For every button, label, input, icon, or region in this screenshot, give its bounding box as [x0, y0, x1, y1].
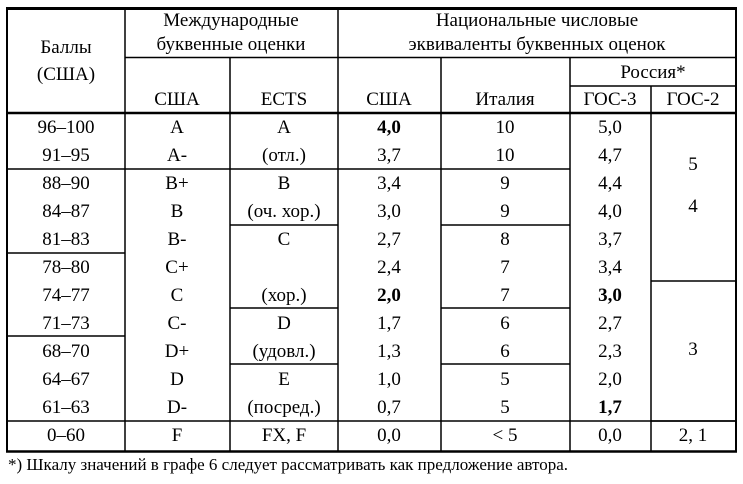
gos3-cell: 3,0: [598, 285, 622, 306]
italy-cell: 5: [500, 369, 510, 390]
ects-grade-e: E: [278, 369, 290, 390]
ects-grade-d: D: [277, 313, 291, 334]
us-numeric-cell: 2,0: [377, 285, 401, 306]
gos3-cell: 2,0: [598, 369, 622, 390]
us-grade-cell: D: [170, 369, 184, 390]
gos3-cell: 4,7: [598, 145, 622, 166]
us-grade-cell: B: [170, 201, 184, 222]
us-numeric-cell: 4,0: [377, 117, 401, 138]
italy-cell: 6: [500, 341, 510, 362]
us-grade-cell: B-: [167, 229, 187, 250]
gos3-cell: 0,0: [598, 425, 622, 446]
score-cell: 71–73: [42, 313, 90, 334]
header-natl-line1: Национальные числовые: [435, 10, 639, 31]
ects-grade-c: C: [277, 229, 291, 250]
header-gos3: ГОС-3: [583, 89, 637, 110]
ects-desc-c: (хор.): [261, 285, 307, 306]
score-cell: 64–67: [42, 369, 90, 390]
header-usa-letter: США: [154, 89, 200, 110]
score-cell: 68–70: [42, 341, 90, 362]
header-natl-line2: эквиваленты буквенных оценок: [408, 34, 666, 55]
italy-cell: 5: [500, 397, 510, 418]
us-grade-cell: C+: [165, 257, 189, 278]
italy-cell: 9: [500, 173, 510, 194]
footnote: *) Шкалу значений в графе 6 следует рассматривать как предложение автора.: [8, 455, 569, 474]
header-scores-unit: (США): [36, 64, 96, 85]
score-cell: 88–90: [42, 173, 90, 194]
header-russia: Россия*: [620, 62, 686, 83]
score-cell: 84–87: [42, 201, 90, 222]
score-cell: 78–80: [42, 257, 90, 278]
italy-cell: 9: [500, 201, 510, 222]
ects-grade-a: A: [277, 117, 291, 138]
us-grade-cell: D-: [166, 397, 188, 418]
us-grade-cell: B+: [165, 173, 189, 194]
us-numeric-cell: 0,7: [377, 397, 401, 418]
us-numeric-cell: 0,0: [377, 425, 401, 446]
italy-cell: 7: [500, 257, 510, 278]
header-scores: Баллы: [40, 37, 92, 58]
header-usa-numeric: США: [366, 89, 412, 110]
us-numeric-cell: 2,7: [377, 229, 401, 250]
ects-grade-f: FX, F: [261, 425, 307, 446]
us-numeric-cell: 1,3: [377, 341, 401, 362]
gos3-cell: 4,0: [598, 201, 622, 222]
gos2-grade-3: 3: [688, 339, 698, 360]
header-italy: Италия: [475, 89, 535, 110]
gos2-grade-4: 4: [688, 196, 698, 217]
italy-cell: 8: [500, 229, 510, 250]
italy-cell: < 5: [492, 425, 518, 446]
us-numeric-cell: 2,4: [377, 257, 401, 278]
italy-cell: 10: [495, 117, 515, 138]
us-numeric-cell: 1,7: [377, 313, 401, 334]
us-grade-cell: A-: [166, 145, 188, 166]
score-cell: 96–100: [37, 117, 95, 138]
us-numeric-cell: 3,0: [377, 201, 401, 222]
gos3-cell: 5,0: [598, 117, 622, 138]
ects-desc-a: (отл.): [262, 145, 306, 166]
ects-desc-d: (удовл.): [252, 341, 316, 362]
header-intl-line2: буквенные оценки: [156, 34, 306, 55]
gos3-cell: 2,3: [598, 341, 622, 362]
italy-cell: 7: [500, 285, 510, 306]
us-numeric-cell: 3,7: [377, 145, 401, 166]
gos3-cell: 2,7: [598, 313, 622, 334]
italy-cell: 10: [495, 145, 515, 166]
header-gos2: ГОС-2: [666, 89, 720, 110]
gos3-cell: 3,4: [598, 257, 622, 278]
score-cell: 91–95: [42, 145, 90, 166]
score-cell: 74–77: [42, 285, 90, 306]
us-grade-cell: A: [170, 117, 184, 138]
ects-desc-e: (посред.): [247, 397, 321, 418]
header-ects: ECTS: [260, 89, 308, 110]
us-grade-cell: D+: [164, 341, 190, 362]
header-intl-line1: Международные: [163, 10, 299, 31]
us-numeric-cell: 3,4: [377, 173, 401, 194]
score-cell: 81–83: [42, 229, 90, 250]
gos3-cell: 4,4: [598, 173, 622, 194]
us-grade-cell: C: [170, 285, 184, 306]
ects-desc-b: (оч. хор.): [247, 201, 321, 222]
gos3-cell: 3,7: [598, 229, 622, 250]
ects-grade-b: B: [277, 173, 291, 194]
italy-cell: 6: [500, 313, 510, 334]
score-cell: 0–60: [47, 425, 85, 446]
gos2-grade-5: 5: [688, 154, 698, 175]
score-cell: 61–63: [42, 397, 90, 418]
gos2-grade-2-1: 2, 1: [678, 425, 708, 446]
us-grade-cell: F: [171, 425, 183, 446]
gos3-cell: 1,7: [598, 397, 622, 418]
us-numeric-cell: 1,0: [377, 369, 401, 390]
us-grade-cell: C-: [167, 313, 187, 334]
